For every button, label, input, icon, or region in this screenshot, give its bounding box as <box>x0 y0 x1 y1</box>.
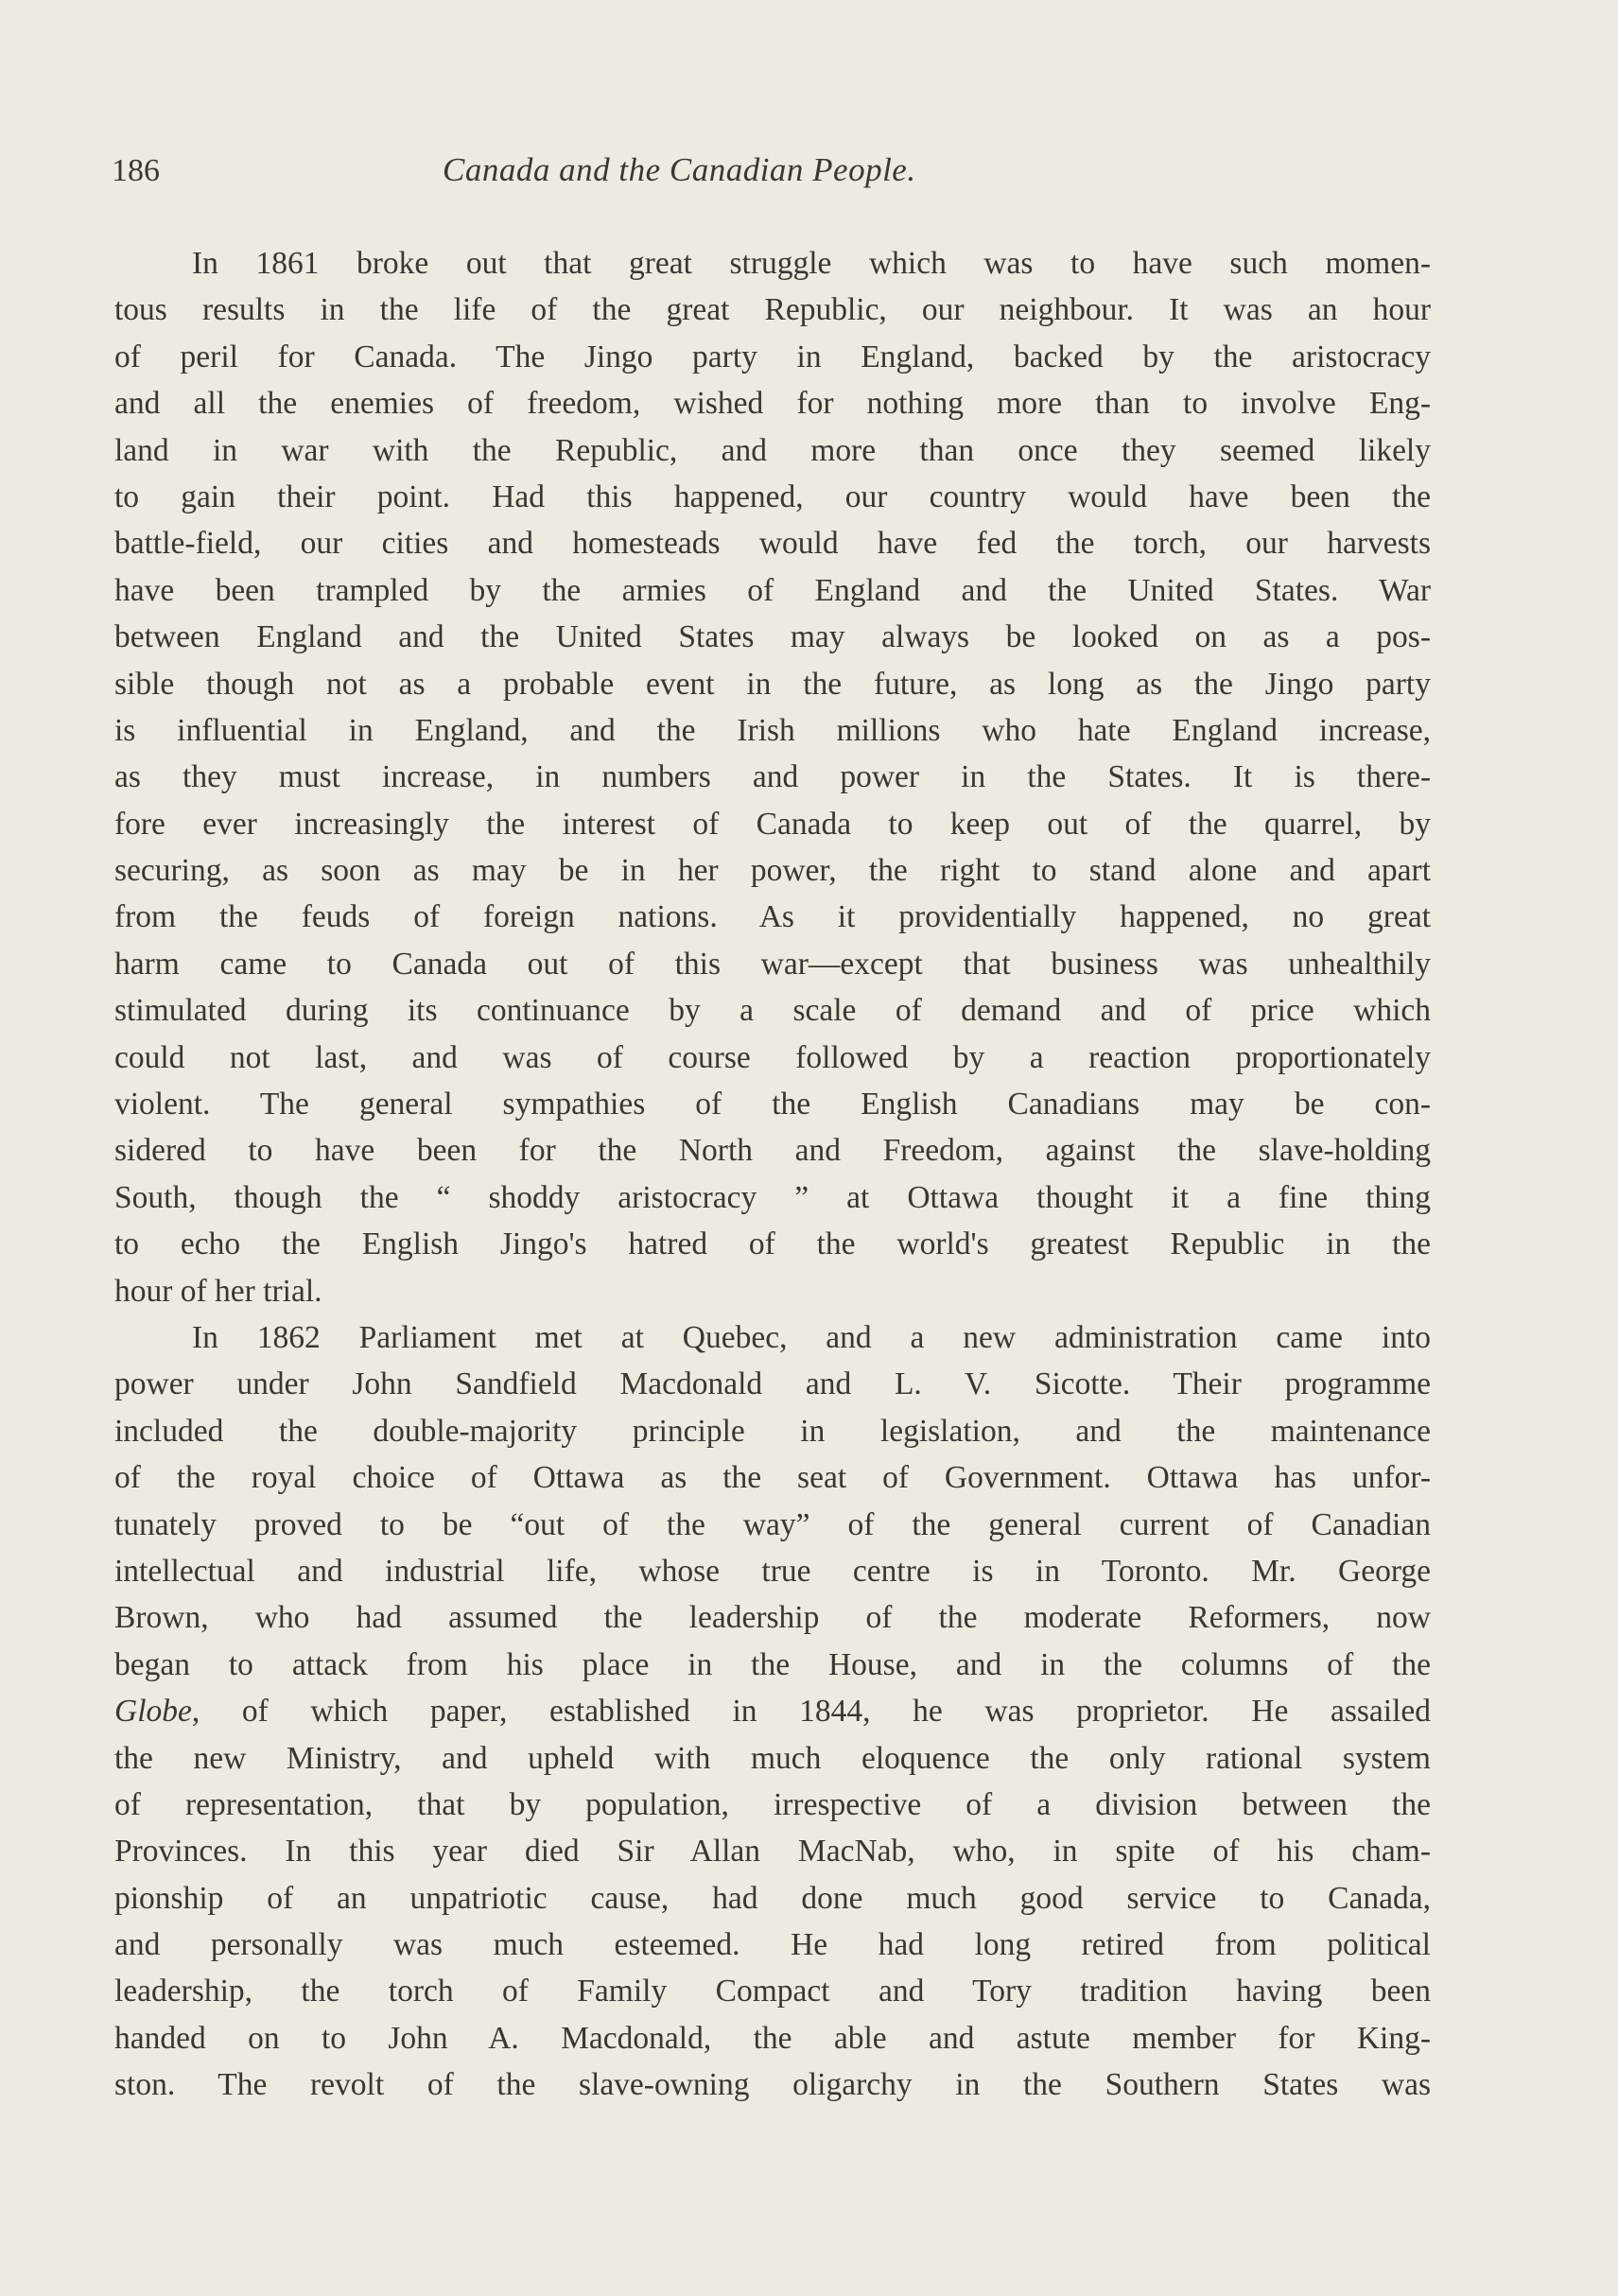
text-line <box>114 1594 1431 1641</box>
text-line-content <box>114 1922 1431 1968</box>
text-line-content <box>114 2015 1431 2061</box>
text-line-text: have been trampled by the armies of England and the United States. War <box>114 572 1431 608</box>
text-line <box>114 1221 1431 1267</box>
text-line-content <box>114 474 1431 520</box>
text-line <box>114 1968 1431 2014</box>
text-line-text: violent. The general sympathies of the English Canadians may be con- <box>114 1087 1431 1122</box>
text-line <box>114 1875 1431 1922</box>
text-line <box>114 941 1431 987</box>
page-number: 186 <box>112 153 160 188</box>
text-line-content <box>114 1408 1431 1454</box>
text-line <box>114 1922 1431 1968</box>
text-line-content <box>114 1268 1431 1314</box>
text-line <box>114 614 1431 660</box>
text-line-content <box>114 1174 1431 1221</box>
text-line-content <box>114 2061 1431 2108</box>
text-line <box>114 1081 1431 1127</box>
text-line-text: pionship of an unpatriotic cause, had done much good service to Canada, <box>114 1880 1431 1916</box>
text-line <box>114 240 1431 287</box>
text-line-text: and personally was much esteemed. He had long retired from political <box>114 1927 1431 1963</box>
text-line-text: sible though not as a probable event in the future, as long as the Jingo party <box>114 666 1431 702</box>
text-line-text: hour of her trial. <box>114 1273 322 1309</box>
text-line <box>114 1688 1431 1734</box>
text-line-text: Brown, who had assumed the leadership of the moderate Reformers, now <box>114 1600 1431 1636</box>
text-line-content <box>114 1688 1431 1734</box>
text-line-text: tous results in the life of the great Republic, our neighbour. It was an hour <box>114 292 1431 328</box>
text-line-content <box>114 1081 1431 1127</box>
text-line-text: Provinces. In this year died Sir Allan MacNab, who, in spite of his cham- <box>114 1834 1431 1870</box>
text-line-content <box>114 520 1431 566</box>
text-line-content <box>192 240 1431 287</box>
text-line-content <box>114 894 1431 940</box>
text-line-text: to gain their point. Had this happened, our country would have been the <box>114 478 1431 514</box>
text-line-text: sidered to have been for the North and Freedom, against the slave-holding <box>114 1133 1431 1169</box>
text-line-content <box>114 1782 1431 1828</box>
text-line-text: leadership, the torch of Family Compact and Tory tradition having been <box>114 1974 1431 2009</box>
text-line-text: tunately proved to be “out of the way” of the general current of Canadian <box>114 1506 1431 1542</box>
text-line-text: stimulated during its continuance by a scale of demand and of price which <box>114 993 1431 1029</box>
text-line <box>114 567 1431 614</box>
text-line <box>114 1127 1431 1174</box>
text-line-content <box>114 1594 1431 1641</box>
text-line-content <box>114 1548 1431 1594</box>
text-line <box>114 1361 1431 1407</box>
text-line-content <box>114 987 1431 1034</box>
text-line-content <box>192 1314 1431 1361</box>
text-line <box>114 1782 1431 1828</box>
text-line-text: began to attack from his place in the House, and in the columns of the <box>114 1646 1431 1682</box>
text-line-content <box>114 427 1431 474</box>
text-line <box>114 2015 1431 2061</box>
text-line-content <box>114 1828 1431 1874</box>
text-line <box>114 380 1431 426</box>
text-line-content <box>114 1502 1431 1548</box>
text-line <box>114 847 1431 894</box>
running-title: Canada and the Canadian People. <box>443 151 916 188</box>
text-line <box>114 2061 1431 2108</box>
text-line-text: of the royal choice of Ottawa as the seat of Government. Ottawa has unfor- <box>114 1460 1431 1496</box>
text-line-text: power under John Sandfield Macdonald and L. V. Sicotte. Their programme <box>114 1366 1431 1402</box>
text-line-text: between England and the United States may always be looked on as a pos- <box>114 619 1431 655</box>
body-text <box>114 240 1431 2109</box>
text-line <box>114 287 1431 333</box>
text-line <box>114 1268 1431 1314</box>
text-line-content <box>114 1735 1431 1782</box>
text-line <box>114 1314 1431 1361</box>
text-line-content <box>114 754 1431 800</box>
text-line-text: to echo the English Jingo's hatred of the world's greatest Republic in the <box>114 1226 1431 1262</box>
text-line-text: could not last, and was of course followed by a reaction proportionately <box>114 1039 1431 1075</box>
text-line-text: , of which paper, established in 1844, he was proprietor. He assailed <box>191 1694 1431 1730</box>
text-line <box>114 987 1431 1034</box>
text-line <box>114 707 1431 754</box>
text-line-content <box>114 1035 1431 1081</box>
text-line-text: fore ever increasingly the interest of Canada to keep out of the quarrel, by <box>114 806 1431 842</box>
text-line-text: is influential in England, and the Irish millions who hate England increase, <box>114 712 1431 748</box>
text-line-content <box>114 380 1431 426</box>
text-line <box>114 754 1431 800</box>
text-line <box>114 801 1431 847</box>
text-line-content <box>114 567 1431 614</box>
text-line <box>114 1642 1431 1688</box>
text-line <box>114 1035 1431 1081</box>
text-line-text: of peril for Canada. The Jingo party in England, backed by the aristocracy <box>114 339 1431 374</box>
text-line <box>114 1174 1431 1221</box>
text-line-content <box>114 1221 1431 1267</box>
text-line-text: from the feuds of foreign nations. As it providentially happened, no great <box>114 899 1431 935</box>
text-line <box>114 1408 1431 1454</box>
text-line-content <box>114 847 1431 894</box>
text-line-content <box>114 941 1431 987</box>
text-line <box>114 1454 1431 1501</box>
text-line-text: as they must increase, in numbers and power in the States. It is there- <box>114 759 1431 795</box>
text-line-content <box>114 707 1431 754</box>
text-line <box>114 1735 1431 1782</box>
text-line-content <box>114 334 1431 380</box>
text-line-text: securing, as soon as may be in her power, the right to stand alone and apart <box>114 853 1431 889</box>
text-line-content <box>114 1127 1431 1174</box>
text-line <box>114 661 1431 707</box>
text-line-content <box>114 1454 1431 1501</box>
text-line <box>114 520 1431 566</box>
text-line-text: the new Ministry, and upheld with much eloquence the only rational system <box>114 1740 1431 1776</box>
text-line <box>114 1828 1431 1874</box>
text-line-content <box>114 801 1431 847</box>
text-line-text: harm came to Canada out of this war—except that business was unhealthily <box>114 946 1431 982</box>
text-line-content <box>114 1642 1431 1688</box>
text-line-content <box>114 1875 1431 1922</box>
text-line-text: ston. The revolt of the slave-owning oligarchy in the Southern States was <box>114 2067 1431 2103</box>
italic-title: Globe <box>114 1694 192 1730</box>
text-line-text: handed on to John A. Macdonald, the able and astute member for King- <box>114 2020 1431 2056</box>
text-line <box>114 427 1431 474</box>
text-line-text: intellectual and industrial life, whose true centre is in Toronto. Mr. George <box>114 1553 1431 1589</box>
text-line-text: of representation, that by population, irrespective of a division between the <box>114 1786 1431 1822</box>
text-line <box>114 894 1431 940</box>
text-line-content <box>114 287 1431 333</box>
text-line <box>114 1502 1431 1548</box>
text-line-text: land in war with the Republic, and more than once they seemed likely <box>114 432 1431 468</box>
text-line-content <box>114 1361 1431 1407</box>
text-line-text: South, though the “ shoddy aristocracy ” at Ottawa thought it a fine thing <box>114 1179 1431 1215</box>
text-line <box>114 334 1431 380</box>
text-line-text: and all the enemies of freedom, wished for nothing more than to involve Eng- <box>114 386 1431 422</box>
text-line-text: battle-field, our cities and homesteads would have fed the torch, our harvests <box>114 526 1431 562</box>
text-line-text: In 1862 Parliament met at Quebec, and a new administration came into <box>192 1319 1431 1355</box>
text-line-content <box>114 1968 1431 2014</box>
text-line <box>114 474 1431 520</box>
text-line <box>114 1548 1431 1594</box>
text-line-content <box>114 614 1431 660</box>
text-line-text: included the double-majority principle in legislation, and the maintenance <box>114 1413 1431 1449</box>
text-line-text: In 1861 broke out that great struggle which was to have such momen- <box>192 246 1431 281</box>
text-line-content <box>114 661 1431 707</box>
